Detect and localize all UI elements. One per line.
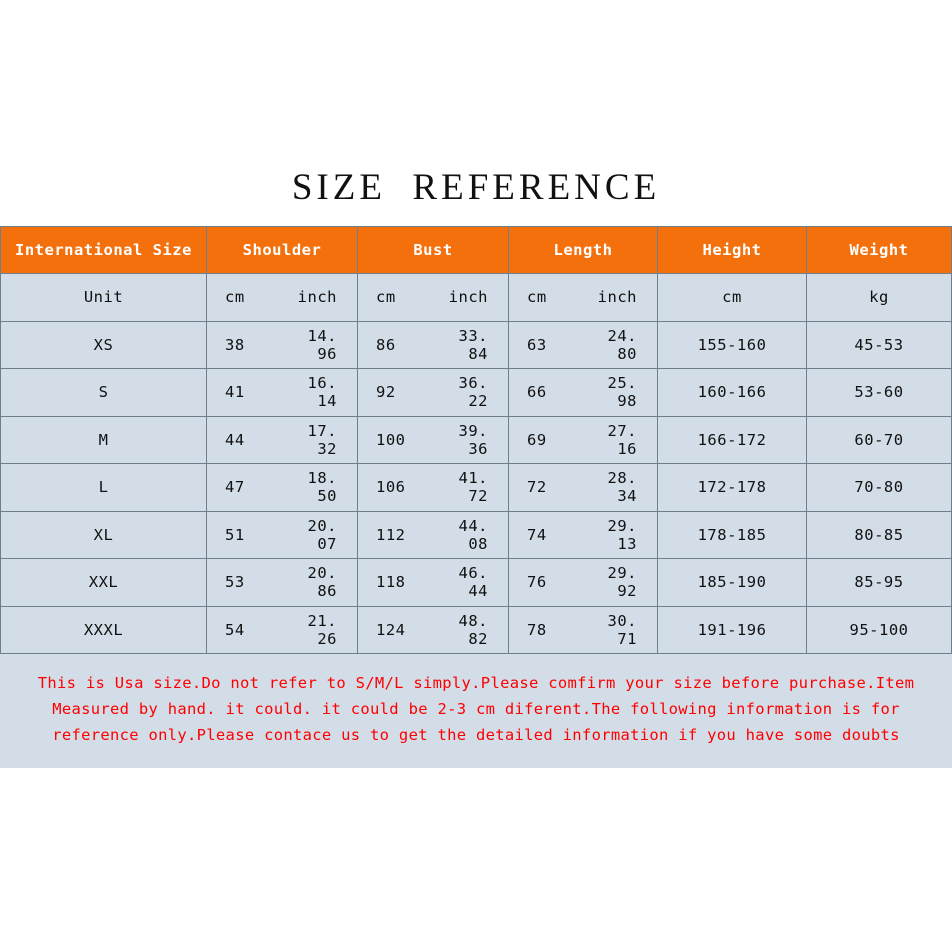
- cell-length-cm: 69: [527, 430, 547, 449]
- cell-bust-cm: 86: [376, 335, 396, 354]
- table-row-unit: [1, 274, 952, 322]
- cell-bust-cm: 106: [376, 478, 406, 497]
- cell-bust-inch: 48. 82: [458, 611, 488, 648]
- cell-size: M: [1, 416, 207, 464]
- cell-unit-length-inch: inch: [597, 288, 637, 307]
- cell-length-cm: 78: [527, 620, 547, 639]
- cell-shoulder-cm: 54: [225, 620, 245, 639]
- cell-shoulder-inch: 18. 50: [307, 469, 337, 506]
- cell-weight: 85-95: [807, 559, 952, 607]
- cell-weight: 53-60: [807, 369, 952, 417]
- table-row: [1, 416, 952, 464]
- cell-shoulder: [207, 416, 358, 464]
- cell-bust: [358, 606, 509, 654]
- cell-bust-cm: 100: [376, 430, 406, 449]
- table-body: [1, 274, 952, 654]
- cell-bust: [358, 321, 509, 369]
- cell-weight: 95-100: [807, 606, 952, 654]
- cell-shoulder: [207, 369, 358, 417]
- note-line-1: This is Usa size.Do not refer to S/M/L simply.Please comfirm your size before purchase.Item: [37, 674, 915, 692]
- note-line-2: Measured by hand. it could. it could be 2-3 cm diferent.The following information is for: [52, 700, 900, 718]
- cell-unit-length: [509, 274, 658, 322]
- cell-weight: 80-85: [807, 511, 952, 559]
- cell-length: [509, 416, 658, 464]
- cell-shoulder-cm: 53: [225, 573, 245, 592]
- cell-length-inch: 28. 34: [607, 469, 637, 506]
- cell-bust-cm: 124: [376, 620, 406, 639]
- bottom-whitespace: [0, 797, 952, 952]
- cell-bust-inch: 44. 08: [458, 516, 488, 553]
- cell-height: 178-185: [658, 511, 807, 559]
- size-chart: [0, 148, 952, 768]
- cell-unit-shoulder: [207, 274, 358, 322]
- header-international-size: International Size: [1, 227, 207, 274]
- cell-bust-inch: 36. 22: [458, 374, 488, 411]
- table-row: [1, 321, 952, 369]
- cell-bust: [358, 464, 509, 512]
- cell-unit-length-cm: cm: [527, 288, 547, 307]
- table-row: [1, 464, 952, 512]
- cell-shoulder: [207, 559, 358, 607]
- cell-length-inch: 24. 80: [607, 326, 637, 363]
- chart-title-bar: [0, 148, 952, 226]
- cell-length-inch: 29. 92: [607, 564, 637, 601]
- cell-length-inch: 25. 98: [607, 374, 637, 411]
- top-whitespace: [0, 0, 952, 148]
- cell-shoulder: [207, 321, 358, 369]
- cell-length-cm: 66: [527, 383, 547, 402]
- cell-bust-cm: 118: [376, 573, 406, 592]
- table-row: [1, 559, 952, 607]
- cell-unit-bust-cm: cm: [376, 288, 396, 307]
- cell-bust-inch: 33. 84: [458, 326, 488, 363]
- cell-shoulder-inch: 20. 86: [307, 564, 337, 601]
- cell-length: [509, 464, 658, 512]
- cell-bust-inch: 41. 72: [458, 469, 488, 506]
- cell-length-cm: 74: [527, 525, 547, 544]
- cell-shoulder-cm: 38: [225, 335, 245, 354]
- cell-size: XL: [1, 511, 207, 559]
- cell-length: [509, 321, 658, 369]
- header-shoulder: Shoulder: [207, 227, 358, 274]
- cell-length-cm: 72: [527, 478, 547, 497]
- cell-length-inch: 27. 16: [607, 421, 637, 458]
- cell-bust-cm: 92: [376, 383, 396, 402]
- cell-unit-shoulder-inch: inch: [297, 288, 337, 307]
- cell-shoulder: [207, 511, 358, 559]
- note-line-3: reference only.Please contace us to get the detailed information if you have some doubts: [52, 726, 900, 744]
- cell-unit-bust-inch: inch: [448, 288, 488, 307]
- cell-unit-label: Unit: [1, 274, 207, 322]
- cell-weight: 60-70: [807, 416, 952, 464]
- cell-height: 172-178: [658, 464, 807, 512]
- cell-shoulder-inch: 20. 07: [307, 516, 337, 553]
- cell-shoulder-inch: 14. 96: [307, 326, 337, 363]
- cell-shoulder-inch: 16. 14: [307, 374, 337, 411]
- cell-size: XS: [1, 321, 207, 369]
- cell-size: S: [1, 369, 207, 417]
- cell-length-cm: 63: [527, 335, 547, 354]
- table-row: [1, 606, 952, 654]
- cell-unit-weight: kg: [807, 274, 952, 322]
- header-height: Height: [658, 227, 807, 274]
- header-bust: Bust: [358, 227, 509, 274]
- cell-height: 160-166: [658, 369, 807, 417]
- cell-length-inch: 30. 71: [607, 611, 637, 648]
- cell-length-inch: 29. 13: [607, 516, 637, 553]
- size-disclaimer-note: [0, 654, 952, 768]
- cell-bust-cm: 112: [376, 525, 406, 544]
- cell-shoulder: [207, 606, 358, 654]
- cell-shoulder-cm: 51: [225, 525, 245, 544]
- cell-height: 166-172: [658, 416, 807, 464]
- cell-length: [509, 369, 658, 417]
- cell-bust: [358, 559, 509, 607]
- cell-weight: 70-80: [807, 464, 952, 512]
- header-length: Length: [509, 227, 658, 274]
- cell-shoulder-inch: 21. 26: [307, 611, 337, 648]
- cell-height: 191-196: [658, 606, 807, 654]
- cell-unit-shoulder-cm: cm: [225, 288, 245, 307]
- cell-size: XXL: [1, 559, 207, 607]
- cell-shoulder: [207, 464, 358, 512]
- cell-unit-height: cm: [658, 274, 807, 322]
- cell-length-cm: 76: [527, 573, 547, 592]
- table-header: [1, 227, 952, 274]
- cell-weight: 45-53: [807, 321, 952, 369]
- cell-bust: [358, 416, 509, 464]
- cell-unit-bust: [358, 274, 509, 322]
- cell-bust-inch: 39. 36: [458, 421, 488, 458]
- cell-height: 185-190: [658, 559, 807, 607]
- cell-shoulder-cm: 41: [225, 383, 245, 402]
- table-row: [1, 511, 952, 559]
- cell-length: [509, 559, 658, 607]
- cell-bust: [358, 511, 509, 559]
- cell-bust: [358, 369, 509, 417]
- cell-shoulder-cm: 47: [225, 478, 245, 497]
- cell-length: [509, 511, 658, 559]
- table-row: [1, 369, 952, 417]
- cell-size: XXXL: [1, 606, 207, 654]
- page-title: SIZE REFERENCE: [291, 166, 661, 208]
- cell-size: L: [1, 464, 207, 512]
- cell-height: 155-160: [658, 321, 807, 369]
- size-reference-table: [0, 226, 952, 654]
- cell-shoulder-cm: 44: [225, 430, 245, 449]
- header-row: [1, 227, 952, 274]
- header-weight: Weight: [807, 227, 952, 274]
- cell-shoulder-inch: 17. 32: [307, 421, 337, 458]
- cell-bust-inch: 46. 44: [458, 564, 488, 601]
- cell-length: [509, 606, 658, 654]
